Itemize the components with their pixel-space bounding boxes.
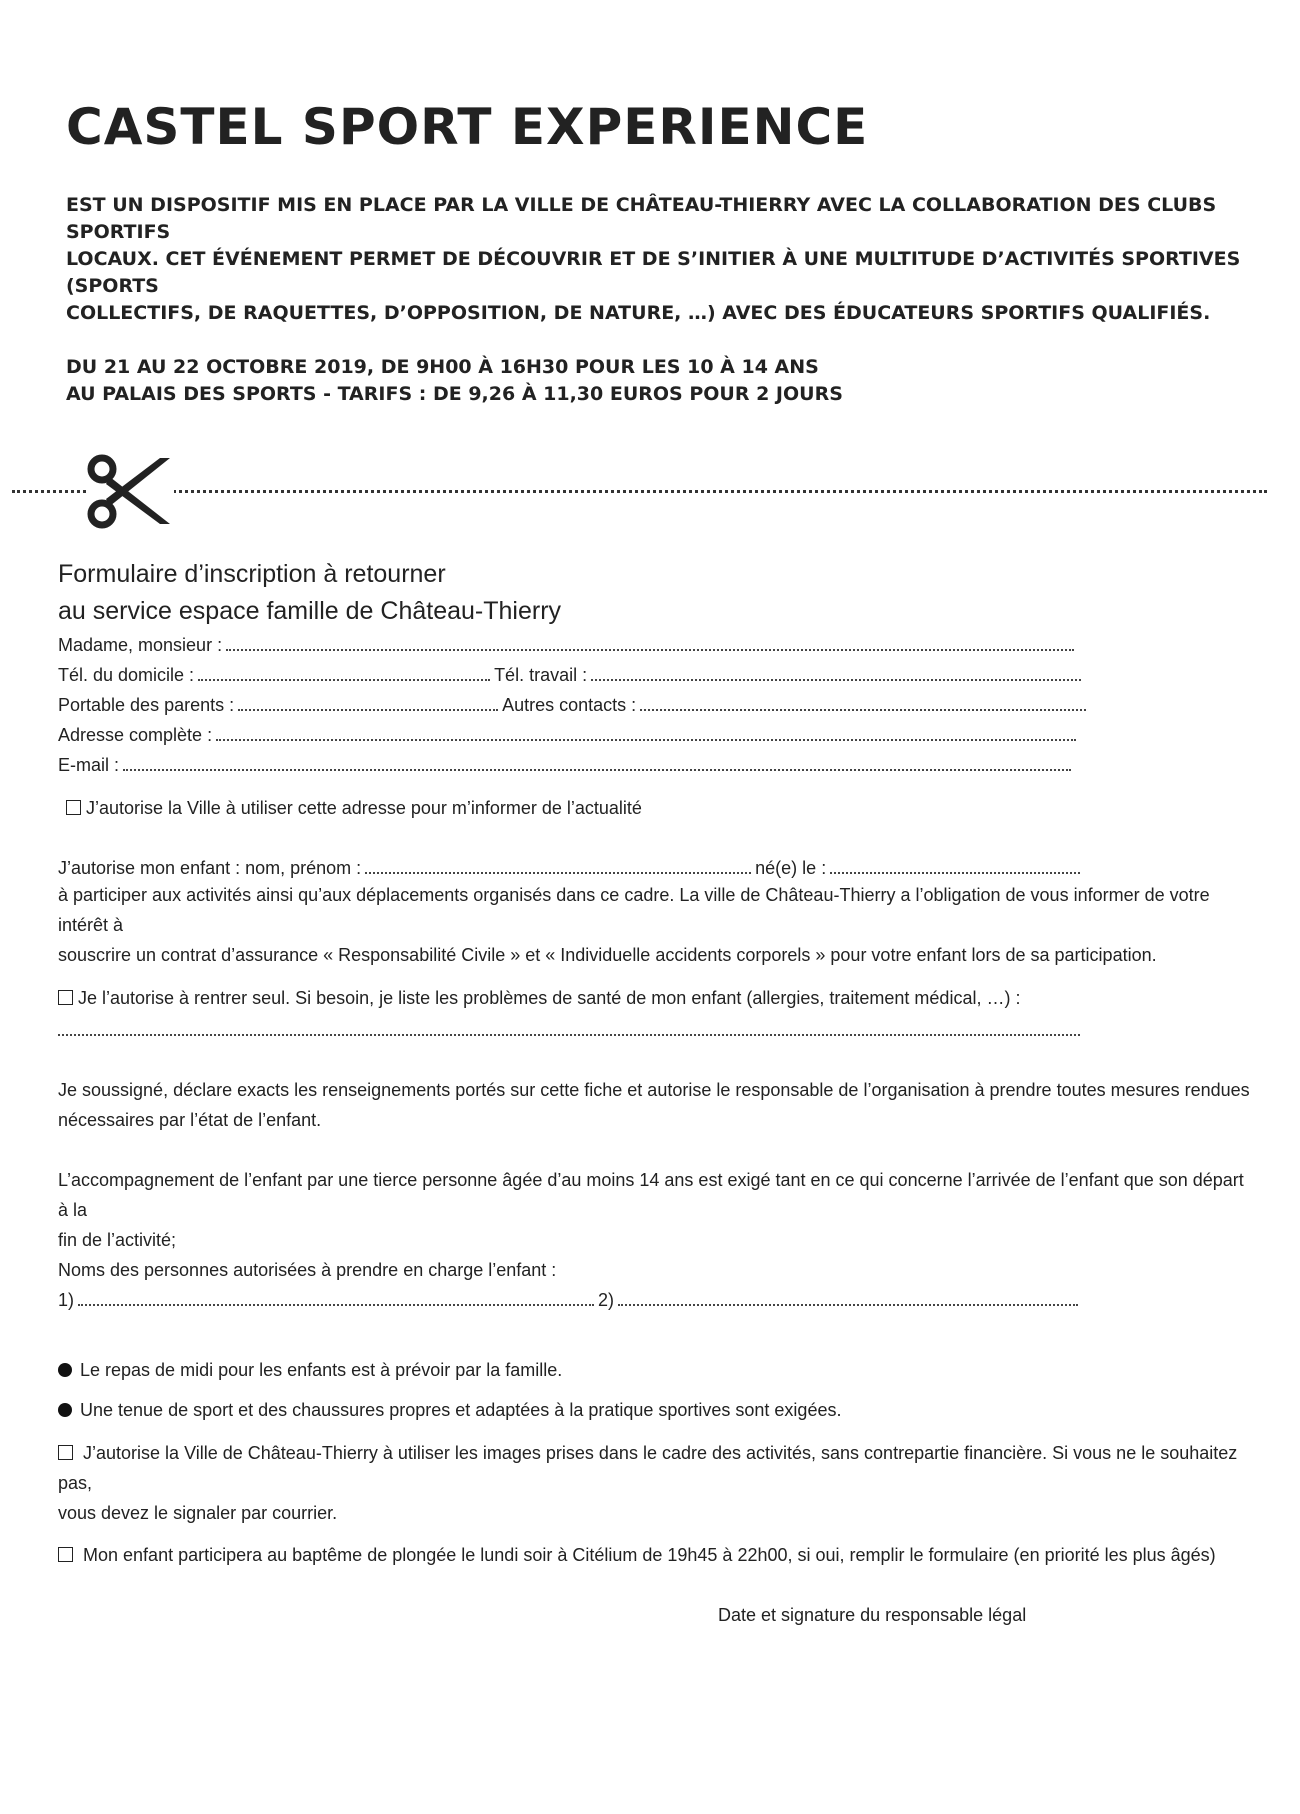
plongee-checkbox[interactable] bbox=[58, 1547, 73, 1562]
sante-row bbox=[58, 1020, 1084, 1041]
adresse-label: Adresse complète : bbox=[58, 725, 213, 745]
scissors-icon bbox=[86, 452, 174, 532]
intro-line-2: LOCAUX. CET ÉVÉNEMENT PERMET DE DÉCOUVRIR ET DE S’INITIER À UNE MULTITUDE D’ACTIVITÉS SPORTIVES (SPORTS bbox=[66, 248, 1241, 297]
personnes-row bbox=[58, 1290, 1082, 1311]
rentrer-seul-row bbox=[58, 988, 1020, 1009]
soussigne-line-2: nécessaires par l’état de l’enfant. bbox=[58, 1110, 322, 1130]
images-checkbox[interactable] bbox=[58, 1445, 73, 1460]
autres-contacts-field[interactable] bbox=[640, 695, 1086, 711]
intro-line-1: EST UN DISPOSITIF MIS EN PLACE PAR LA VILLE DE CHÂTEAU-THIERRY AVEC LA COLLABORATION DES CLUBS SPORTIFS bbox=[66, 194, 1217, 243]
bullet-icon bbox=[58, 1363, 72, 1377]
soussigne-line-1: Je soussigné, déclare exacts les renseignements portés sur cette fiche et autorise le responsable de l’organisation à prendre toutes mesures rendues bbox=[58, 1080, 1250, 1100]
plongee-row bbox=[58, 1545, 1216, 1566]
autorise-adresse-row bbox=[66, 798, 642, 819]
email-label: E-mail : bbox=[58, 755, 120, 775]
noms-personnes-label: Noms des personnes autorisées à prendre en charge l’enfant : bbox=[58, 1260, 557, 1280]
rentrer-seul-label: Je l’autorise à rentrer seul. Si besoin, je liste les problèmes de santé de mon enfant (allergies, traitement médical, …) : bbox=[78, 988, 1021, 1008]
email-field[interactable] bbox=[123, 755, 1071, 771]
autorise-adresse-label: J’autorise la Ville à utiliser cette adresse pour m’informer de l’actualité bbox=[86, 798, 642, 818]
venue-tarifs-line: AU PALAIS DES SPORTS - TARIFS : DE 9,26 À 11,30 EUROS POUR 2 JOURS bbox=[66, 383, 843, 405]
portable-field[interactable] bbox=[238, 695, 498, 711]
soussigne-paragraph bbox=[58, 1075, 1258, 1135]
participer-line-1: à participer aux activités ainsi qu’aux déplacements organisés dans ce cadre. La ville de Château-Thierry a l’obligation de vous informer de votre intérêt à bbox=[58, 885, 1210, 935]
tenue-row bbox=[58, 1400, 841, 1421]
email-row bbox=[58, 755, 1075, 776]
ne-le-label: né(e) le : bbox=[755, 858, 827, 878]
plongee-text: Mon enfant participera au baptême de plongée le lundi soir à Citélium de 19h45 à 22h00, si oui, remplir le formulaire (en priorité les plus âgés) bbox=[83, 1545, 1216, 1565]
autorise-enfant-label: J’autorise mon enfant : nom, prénom : bbox=[58, 858, 362, 878]
personne-2-field[interactable] bbox=[618, 1290, 1078, 1306]
intro-line-3: COLLECTIFS, DE RAQUETTES, D’OPPOSITION, DE NATURE, …) AVEC DES ÉDUCATEURS SPORTIFS QUALIFIÉS. bbox=[66, 302, 1211, 324]
adresse-field[interactable] bbox=[216, 725, 1076, 741]
form-heading-1: Formulaire d’inscription à retourner bbox=[58, 560, 446, 588]
adresse-row bbox=[58, 725, 1080, 746]
autorise-adresse-checkbox[interactable] bbox=[66, 800, 81, 815]
intro-text bbox=[66, 192, 1266, 408]
tel-travail-label: Tél. travail : bbox=[494, 665, 588, 685]
repas-row bbox=[58, 1360, 562, 1381]
accompagnement-paragraph bbox=[58, 1165, 1258, 1255]
autorise-enfant-row bbox=[58, 858, 1084, 879]
tel-domicile-field[interactable] bbox=[198, 665, 490, 681]
madame-row bbox=[58, 635, 1078, 656]
dates-line: DU 21 AU 22 OCTOBRE 2019, DE 9H00 À 16H30 POUR LES 10 À 14 ANS bbox=[66, 356, 819, 378]
rentrer-seul-checkbox[interactable] bbox=[58, 990, 73, 1005]
tel-domicile-label: Tél. du domicile : bbox=[58, 665, 195, 685]
tel-travail-field[interactable] bbox=[591, 665, 1081, 681]
autres-contacts-label: Autres contacts : bbox=[502, 695, 637, 715]
accompagnement-line-2: fin de l’activité; bbox=[58, 1230, 177, 1250]
ne-le-field[interactable] bbox=[830, 858, 1080, 874]
portable-row bbox=[58, 695, 1090, 716]
accompagnement-line-1: L’accompagnement de l’enfant par une tierce personne âgée d’au moins 14 ans est exigé tant en ce qui concerne l’arrivée de l’enfant que son départ à la bbox=[58, 1170, 1244, 1220]
images-paragraph bbox=[58, 1438, 1258, 1528]
madame-label: Madame, monsieur : bbox=[58, 635, 223, 655]
personne-2-label: 2) bbox=[598, 1290, 615, 1310]
cut-line bbox=[12, 490, 1267, 493]
participer-paragraph bbox=[58, 880, 1258, 970]
nom-prenom-field[interactable] bbox=[365, 858, 751, 874]
repas-text: Le repas de midi pour les enfants est à prévoir par la famille. bbox=[80, 1360, 563, 1380]
sante-field[interactable] bbox=[58, 1020, 1080, 1036]
personne-1-label: 1) bbox=[58, 1290, 75, 1310]
bullet-icon bbox=[58, 1403, 72, 1417]
images-line-2: vous devez le signaler par courrier. bbox=[58, 1503, 338, 1523]
participer-line-2: souscrire un contrat d’assurance « Responsabilité Civile » et « Individuelle accidents corporels » pour votre enfant lors de sa participation. bbox=[58, 945, 1157, 965]
tel-row bbox=[58, 665, 1085, 686]
portable-label: Portable des parents : bbox=[58, 695, 235, 715]
signature-label: Date et signature du responsable légal bbox=[718, 1605, 1027, 1625]
tenue-text: Une tenue de sport et des chaussures propres et adaptées à la pratique sportives sont exigées. bbox=[80, 1400, 842, 1420]
images-line-1: J’autorise la Ville de Château-Thierry à utiliser les images prises dans le cadre des activités, sans contrepartie financière. Si vous ne le souhaitez pas, bbox=[58, 1443, 1238, 1493]
page-title: CASTEL SPORT EXPERIENCE bbox=[66, 98, 869, 156]
personne-1-field[interactable] bbox=[78, 1290, 594, 1306]
madame-field[interactable] bbox=[226, 635, 1074, 651]
form-heading-2: au service espace famille de Château-Thierry bbox=[58, 597, 562, 625]
